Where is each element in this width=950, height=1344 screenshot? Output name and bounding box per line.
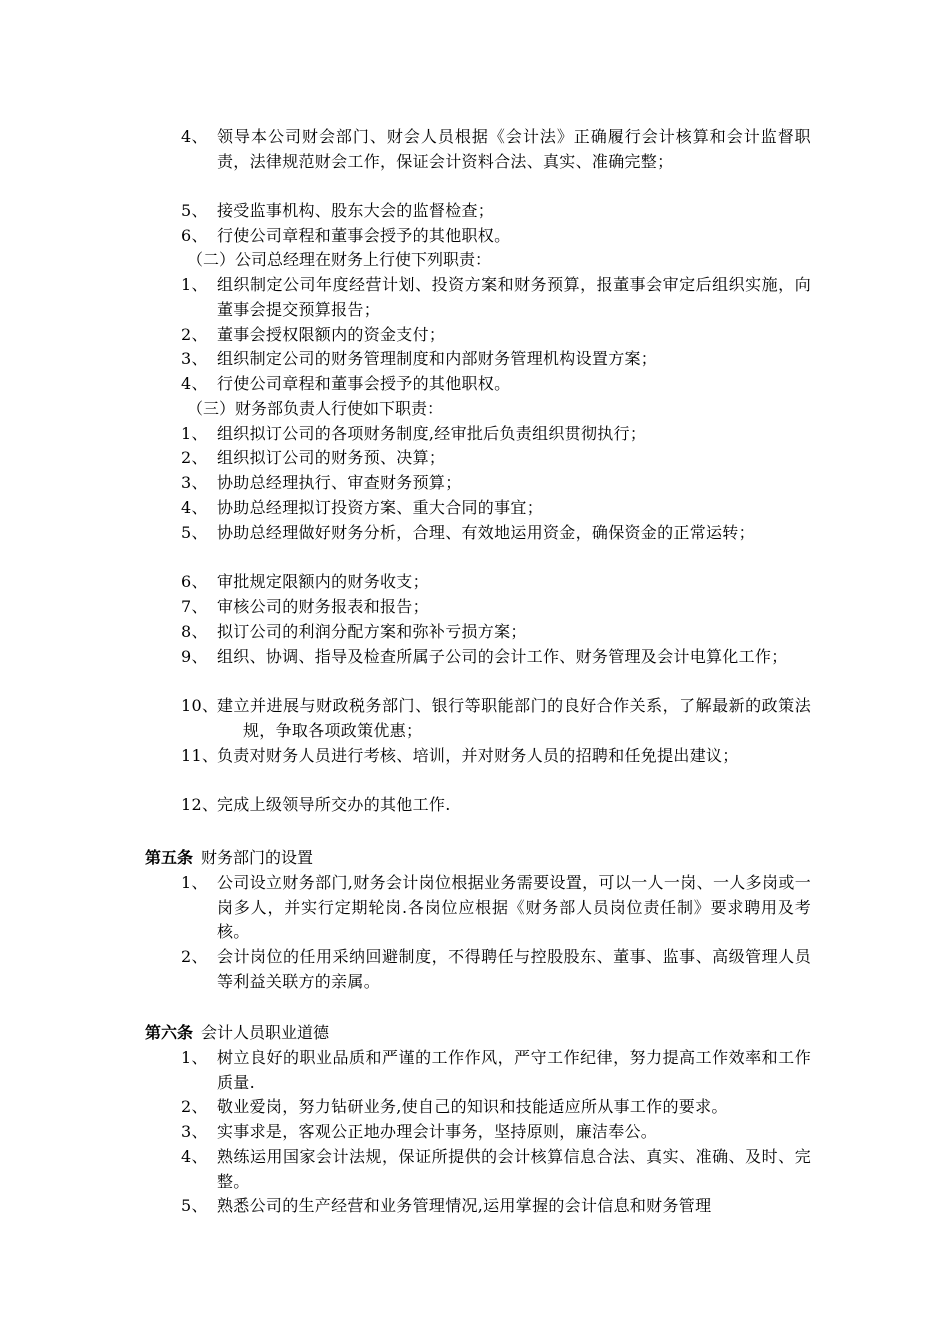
list-item <box>181 744 811 769</box>
list-item <box>181 125 811 174</box>
item-text: 公司设立财务部门,财务会计岗位根据业务需要设置，可以一人一岗、一人多岗或一岗多人，并实行定期轮岗.各岗位应根据《财务部人员岗位责任制》要求聘用及考核。 <box>217 873 811 942</box>
item-number: 1、 <box>181 873 208 892</box>
item-number: 1、 <box>181 1048 208 1067</box>
item-text: 组织制定公司年度经营计划、投资方案和财务预算，报董事会审定后组织实施，向董事会提交预算报告； <box>217 275 811 319</box>
list-item <box>181 521 811 546</box>
item-text: 完成上级领导所交办的其他工作. <box>217 795 451 814</box>
item-number: 2、 <box>181 325 208 344</box>
item-text: 协助总经理拟订投资方案、重大合同的事宜； <box>217 498 544 517</box>
list-item <box>181 945 811 994</box>
item-number: 1、 <box>181 424 208 443</box>
item-text: 树立良好的职业品质和严谨的工作作风，严守工作纪律，努力提高工作效率和工作质量. <box>217 1048 811 1092</box>
item-number: 10、 <box>181 696 219 715</box>
item-number: 3、 <box>181 349 208 368</box>
list-item <box>181 871 811 945</box>
item-text: 协助总经理执行、审查财务预算； <box>217 473 462 492</box>
item-number: 2、 <box>181 947 208 966</box>
article-heading <box>145 1021 329 1046</box>
item-text: 董事会授权限额内的资金支付； <box>217 325 446 344</box>
list-item <box>181 645 811 670</box>
item-number: 11、 <box>181 746 219 765</box>
list-item <box>181 570 811 595</box>
item-text: 负责对财务人员进行考核、培训，并对财务人员的招聘和任免提出建议； <box>217 746 739 765</box>
item-number: 8、 <box>181 622 208 641</box>
list-item <box>181 323 811 348</box>
item-text: 熟悉公司的生产经营和业务管理情况,运用掌握的会计信息和财务管理 <box>217 1196 712 1215</box>
item-text: 协助总经理做好财务分析，合理、有效地运用资金，确保资金的正常运转； <box>217 523 755 542</box>
list-item <box>181 1046 811 1095</box>
list-item <box>181 694 811 743</box>
item-text: 组织制定公司的财务管理制度和内部财务管理机构设置方案； <box>217 349 658 368</box>
item-number: 4、 <box>181 127 208 146</box>
item-text: 组织、协调、指导及检查所属子公司的会计工作、财务管理及会计电算化工作； <box>217 647 788 666</box>
item-number: 3、 <box>181 1122 208 1141</box>
item-text: 审批规定限额内的财务收支； <box>217 572 429 591</box>
item-number: 5、 <box>181 523 208 542</box>
item-number: 2、 <box>181 1097 208 1116</box>
item-text: 接受监事机构、股东大会的监督检查； <box>217 201 495 220</box>
list-item <box>181 595 811 620</box>
item-number: 4、 <box>181 1147 208 1166</box>
article-title: 会计人员职业道德 <box>201 1023 330 1042</box>
list-item <box>181 1095 811 1120</box>
item-text: 拟订公司的利润分配方案和弥补亏损方案； <box>217 622 527 641</box>
list-item <box>181 1145 811 1194</box>
article-label: 第五条 <box>145 848 194 867</box>
item-text: 审核公司的财务报表和报告； <box>217 597 429 616</box>
list-item <box>181 224 811 249</box>
item-number: 1、 <box>181 275 208 294</box>
item-text: 会计岗位的任用采纳回避制度，不得聘任与控股股东、董事、监事、高级管理人员等利益关联方的亲属。 <box>217 947 811 991</box>
list-item <box>181 471 811 496</box>
item-text: 熟练运用国家会计法规，保证所提供的会计核算信息合法、真实、准确、及时、完整。 <box>217 1147 811 1191</box>
item-number: 3、 <box>181 473 208 492</box>
section-heading: （二）公司总经理在财务上行使下列职责： <box>187 250 492 269</box>
item-text: 敬业爱岗，努力钻研业务,使自己的知识和技能适应所从事工作的要求。 <box>217 1097 728 1116</box>
item-text: 建立并进展与财政税务部门、银行等职能部门的良好合作关系，了解最新的政策法规，争取各项政策优惠； <box>217 696 811 740</box>
item-number: 12、 <box>181 795 219 814</box>
article-title: 财务部门的设置 <box>201 848 314 867</box>
list-item <box>181 199 811 224</box>
item-number: 9、 <box>181 647 208 666</box>
list-item <box>181 347 811 372</box>
item-number: 6、 <box>181 226 208 245</box>
item-text: 领导本公司财会部门、财会人员根据《会计法》正确履行会计核算和会计监督职责，法律规范财会工作，保证会计资料合法、真实、准确完整； <box>217 127 811 171</box>
item-number: 5、 <box>181 1196 208 1215</box>
list-item <box>181 1120 811 1145</box>
list-item <box>181 372 811 397</box>
item-text: 行使公司章程和董事会授予的其他职权。 <box>217 226 511 245</box>
list-item <box>181 620 811 645</box>
item-number: 4、 <box>181 374 208 393</box>
item-text: 组织拟订公司的财务预、决算； <box>217 448 446 467</box>
list-item <box>181 1194 811 1219</box>
list-item <box>181 793 811 818</box>
section-heading: （三）财务部负责人行使如下职责： <box>187 399 444 418</box>
list-item <box>181 273 811 322</box>
item-number: 4、 <box>181 498 208 517</box>
item-text: 组织拟订公司的各项财务制度,经审批后负责组织贯彻执行； <box>217 424 647 443</box>
item-text: 实事求是，客观公正地办理会计事务，坚持原则，廉洁奉公。 <box>217 1122 658 1141</box>
article-heading <box>145 846 313 871</box>
item-text: 行使公司章程和董事会授予的其他职权。 <box>217 374 511 393</box>
item-number: 6、 <box>181 572 208 591</box>
list-item <box>181 446 811 471</box>
item-number: 5、 <box>181 201 208 220</box>
item-number: 2、 <box>181 448 208 467</box>
list-item <box>181 496 811 521</box>
list-item <box>181 422 811 447</box>
article-label: 第六条 <box>145 1023 194 1042</box>
item-number: 7、 <box>181 597 208 616</box>
